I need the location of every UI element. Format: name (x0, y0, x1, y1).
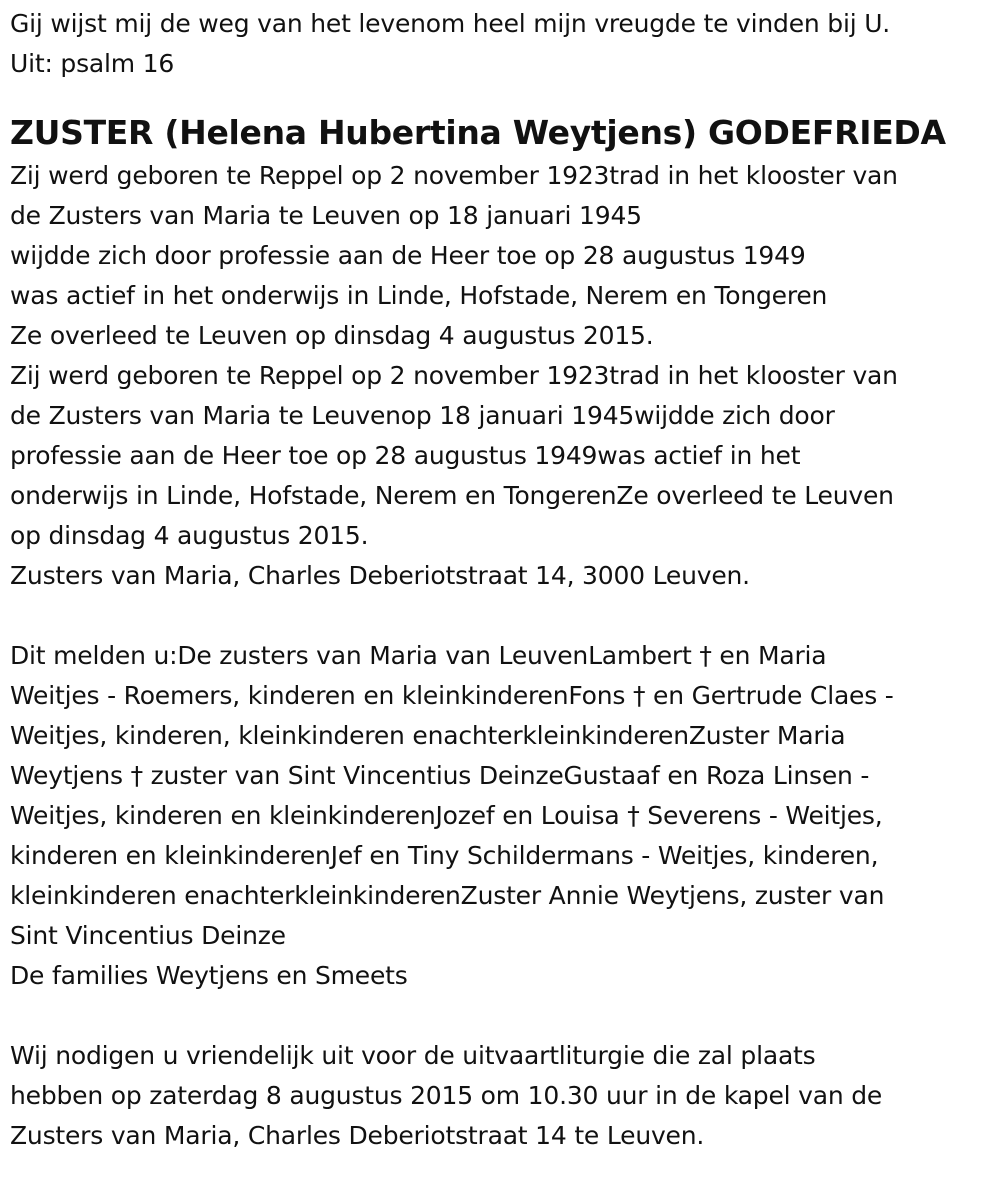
address-line: Zusters van Maria, Charles Deberiotstraat 14, 3000 Leuven. (10, 561, 750, 590)
bio-line: was actief in het onderwijs in Linde, Hofstade, Nerem en Tongeren (10, 281, 828, 310)
quote-text: Gij wijst mij de weg van het levenom heel mijn vreugde te vinden bij U. (10, 9, 891, 38)
bio-line: Zij werd geboren te Reppel op 2 november 1923trad in het klooster van (10, 361, 898, 390)
invitation-block (10, 1036, 990, 1156)
bio-line: de Zusters van Maria te Leuvenop 18 januari 1945wijdde zich door (10, 401, 835, 430)
bio-line: Ze overleed te Leuven op dinsdag 4 augustus 2015. (10, 321, 654, 350)
bio-line: op dinsdag 4 augustus 2015. (10, 521, 369, 550)
page-title: ZUSTER (Helena Hubertina Weytjens) GODEFRIEDA (10, 113, 946, 152)
announcement-block (10, 636, 990, 956)
quote-source: Uit: psalm 16 (10, 49, 175, 78)
announcement-line: Weitjes - Roemers, kinderen en kleinkinderenFons † en Gertrude Claes - (10, 681, 894, 710)
bio-long-block (10, 356, 990, 556)
bio-line: Zij werd geboren te Reppel op 2 november 1923trad in het klooster van (10, 161, 898, 190)
bio-line: wijdde zich door professie aan de Heer toe op 28 augustus 1949 (10, 241, 806, 270)
invitation-line: hebben op zaterdag 8 augustus 2015 om 10.30 uur in de kapel van de (10, 1081, 883, 1110)
announcement-line: kinderen en kleinkinderenJef en Tiny Schildermans - Weitjes, kinderen, (10, 841, 879, 870)
invitation-line: Zusters van Maria, Charles Deberiotstraat 14 te Leuven. (10, 1121, 705, 1150)
announcement-line: Dit melden u:De zusters van Maria van LeuvenLambert † en Maria (10, 641, 827, 670)
bio-line: onderwijs in Linde, Hofstade, Nerem en TongerenZe overleed te Leuven (10, 481, 894, 510)
announcement-line: Weytjens † zuster van Sint Vincentius DeinzeGustaaf en Roza Linsen - (10, 761, 870, 790)
announcement-line: Weitjes, kinderen, kleinkinderen enachterkleinkinderenZuster Maria (10, 721, 846, 750)
announcement-line: kleinkinderen enachterkleinkinderenZuster Annie Weytjens, zuster van (10, 881, 885, 910)
quote-block (10, 4, 990, 84)
bio-short-block (10, 156, 990, 356)
bio-line: de Zusters van Maria te Leuven op 18 januari 1945 (10, 201, 642, 230)
announcement-line: Weitjes, kinderen en kleinkinderenJozef en Louisa † Severens - Weitjes, (10, 801, 883, 830)
announcement-line: Sint Vincentius Deinze (10, 921, 286, 950)
invitation-line: Wij nodigen u vriendelijk uit voor de uitvaartliturgie die zal plaats (10, 1041, 816, 1070)
bio-line: professie aan de Heer toe op 28 augustus 1949was actief in het (10, 441, 801, 470)
families-line: De families Weytjens en Smeets (10, 961, 408, 990)
